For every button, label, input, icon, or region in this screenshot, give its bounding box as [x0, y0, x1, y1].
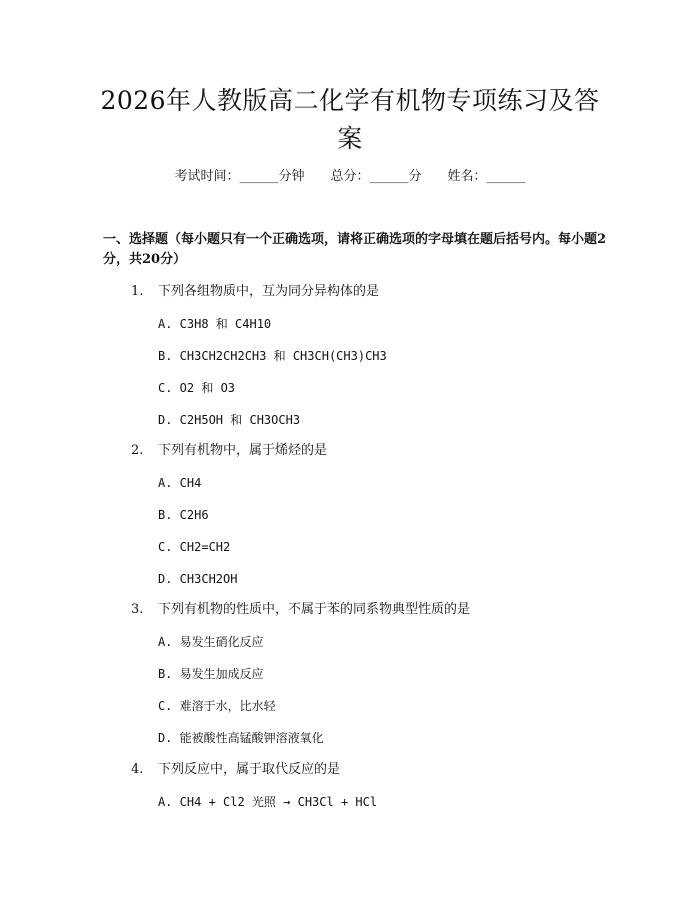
question-number: 1. — [131, 284, 144, 299]
question-2-option-b: B. C2H6 — [158, 508, 209, 522]
question-1-option-b: B. CH3CH2CH2CH3 和 CH3CH(CH3)CH3 — [158, 349, 387, 363]
question-3-option-c: C. 难溶于水，比水轻 — [158, 699, 276, 713]
total-score-field: 总分：______分 — [330, 169, 422, 184]
page-title: 2026年人教版高二化学有机物专项练习及答案 — [100, 86, 600, 153]
question-text: 下列各组物质中，互为同分异构体的是 — [158, 284, 380, 299]
question-text: 下列有机物中，属于烯烃的是 — [158, 443, 328, 458]
question-3-option-a: A. 易发生硝化反应 — [158, 635, 264, 649]
exam-time-field: 考试时间：______分钟 — [174, 169, 305, 184]
question-1-option-a: A. C3H8 和 C4H10 — [158, 317, 272, 331]
question-4-option-a: A. CH4 + Cl2 光照 → CH3Cl + HCl — [158, 795, 378, 809]
question-number: 2. — [131, 443, 144, 458]
question-1-option-d: D. C2H5OH 和 CH3OCH3 — [158, 413, 301, 427]
question-2 — [131, 442, 327, 460]
question-text: 下列反应中，属于取代反应的是 — [158, 762, 341, 777]
question-number: 4. — [131, 762, 144, 777]
question-1 — [131, 283, 379, 301]
section-heading: 一、选择题（每小题只有一个正确选项，请将正确选项的字母填在题后括号内。每小题2分，共20分） — [103, 232, 607, 267]
question-3-option-b: B. 易发生加成反应 — [158, 667, 264, 681]
question-2-option-d: D. CH3CH2OH — [158, 572, 238, 586]
question-3 — [131, 601, 470, 619]
question-number: 3. — [131, 602, 144, 617]
question-4 — [131, 761, 340, 779]
question-3-option-d: D. 能被酸性高锰酸钾溶液氧化 — [158, 731, 324, 745]
question-text: 下列有机物的性质中，不属于苯的同系物典型性质的是 — [158, 602, 471, 617]
question-2-option-c: C. CH2=CH2 — [158, 540, 231, 554]
question-2-option-a: A. CH4 — [158, 476, 202, 490]
exam-meta — [0, 168, 700, 186]
question-1-option-c: C. O2 和 O3 — [158, 381, 236, 395]
name-field: 姓名：______ — [447, 169, 526, 184]
